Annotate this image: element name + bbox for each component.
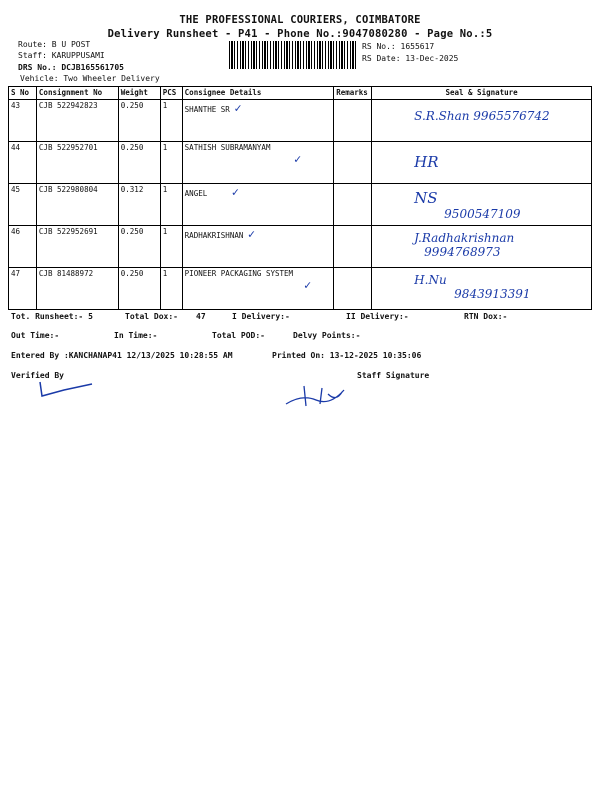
remarks-cell — [334, 226, 372, 268]
check-mark-icon: ✓ — [234, 101, 242, 115]
col-sno: S No — [9, 87, 37, 100]
staff-signature — [282, 380, 352, 410]
runsheet-subtitle: Delivery Runsheet - P41 - Phone No.:9047080280 - Page No.:5 — [107, 28, 493, 40]
weight-cell: 0.250 — [118, 268, 160, 310]
total-dox-label: Total Dox:- — [125, 312, 178, 321]
rs-date: RS Date: 13-Dec-2025 — [362, 54, 459, 63]
in-time: In Time:- — [114, 331, 158, 340]
pcs-cell: 1 — [160, 100, 182, 142]
company-title: THE PROFESSIONAL COURIERS, COIMBATORE — [179, 14, 421, 26]
total-pod: Total POD:- — [212, 331, 265, 340]
consignee-name: PIONEER PACKAGING SYSTEM — [184, 269, 294, 278]
staff-signature-label: Staff Signature — [357, 371, 430, 380]
col-consignment: Consignment No — [36, 87, 118, 100]
table-row — [9, 268, 592, 310]
signature-cell — [372, 142, 592, 184]
weight-cell: 0.250 — [118, 142, 160, 184]
route-label: Route: B U POST — [18, 40, 91, 49]
barcode-icon — [229, 41, 357, 69]
table-row — [9, 226, 592, 268]
sno-cell: 46 — [9, 226, 37, 268]
consignee-cell — [182, 268, 334, 310]
pcs-cell: 1 — [160, 268, 182, 310]
signature-name: H.Nu — [414, 273, 447, 287]
consignment-cell: CJB 522952691 — [36, 226, 118, 268]
pcs-cell: 1 — [160, 142, 182, 184]
weight-cell: 0.250 — [118, 226, 160, 268]
consignee-cell — [182, 100, 334, 142]
sno-cell: 47 — [9, 268, 37, 310]
sno-cell: 44 — [9, 142, 37, 184]
check-mark-icon: ✓ — [247, 227, 256, 241]
col-consignee: Consignee Details — [182, 87, 334, 100]
signature-phone: 9500547109 — [444, 207, 521, 221]
consignment-cell: CJB 522942823 — [36, 100, 118, 142]
consignee-name: RADHAKRISHNAN — [184, 231, 244, 240]
check-mark-icon: ✓ — [231, 185, 239, 199]
delvy-points: Delvy Points:- — [293, 331, 361, 340]
signature-name: HR — [414, 153, 439, 171]
remarks-cell — [334, 142, 372, 184]
col-seal-signature: Seal & Signature — [372, 87, 592, 100]
out-time: Out Time:- — [11, 331, 60, 340]
consignee-cell — [182, 142, 334, 184]
rs-number: RS No.: 1655617 — [362, 42, 435, 51]
tot-runsheet: Tot. Runsheet:- 5 — [11, 312, 93, 321]
signature-phone: 9965576742 — [473, 109, 550, 123]
consignment-cell: CJB 522980804 — [36, 184, 118, 226]
pcs-cell: 1 — [160, 226, 182, 268]
remarks-cell — [334, 268, 372, 310]
table-row — [9, 142, 592, 184]
signature-name: J.Radhakrishnan — [414, 231, 515, 245]
signature-phone: 9843913391 — [454, 287, 531, 301]
consignment-cell: CJB 522952701 — [36, 142, 118, 184]
ii-delivery: II Delivery:- — [346, 312, 409, 321]
signature-name: NS — [414, 189, 438, 207]
rtn-dox: RTN Dox:- — [464, 312, 508, 321]
runsheet-table — [8, 86, 592, 310]
consignee-name: SHANTHE SR — [184, 105, 230, 114]
check-mark-icon: ✓ — [303, 278, 312, 292]
weight-cell: 0.312 — [118, 184, 160, 226]
remarks-cell — [334, 100, 372, 142]
table-header-row — [9, 87, 592, 100]
sno-cell: 43 — [9, 100, 37, 142]
sno-cell: 45 — [9, 184, 37, 226]
consignment-cell: CJB 81488972 — [36, 268, 118, 310]
signature-phone: 9994768973 — [424, 245, 501, 259]
consignee-name: ANGEL — [184, 189, 208, 198]
consignee-cell — [182, 184, 334, 226]
signature-cell — [372, 226, 592, 268]
consignee-cell — [182, 226, 334, 268]
signature-cell — [372, 268, 592, 310]
consignee-name: SATHISH SUBRAMANYAM — [184, 143, 271, 152]
col-pcs: PCS — [160, 87, 182, 100]
i-delivery: I Delivery:- — [232, 312, 290, 321]
table-row — [9, 100, 592, 142]
staff-label: Staff: KARUPPUSAMI — [18, 51, 105, 60]
signature-cell — [372, 100, 592, 142]
remarks-cell — [334, 184, 372, 226]
entered-by: Entered By :KANCHANAP41 12/13/2025 10:28:55 AM — [11, 351, 233, 360]
signature-cell — [372, 184, 592, 226]
vehicle-label: Vehicle: Two Wheeler Delivery — [20, 74, 160, 83]
drs-label: DRS No.: DCJB165561705 — [18, 63, 124, 72]
check-mark-icon: ✓ — [293, 152, 302, 166]
col-weight: Weight — [118, 87, 160, 100]
verified-by: Verified By — [11, 371, 64, 380]
signature-name: S.R.Shan — [414, 109, 470, 123]
printed-on: Printed On: 13-12-2025 10:35:06 — [272, 351, 422, 360]
weight-cell: 0.250 — [118, 100, 160, 142]
pcs-cell: 1 — [160, 184, 182, 226]
total-dox-value: 47 — [196, 312, 206, 321]
col-remarks: Remarks — [334, 87, 372, 100]
verifier-signature — [36, 378, 96, 400]
table-row — [9, 184, 592, 226]
